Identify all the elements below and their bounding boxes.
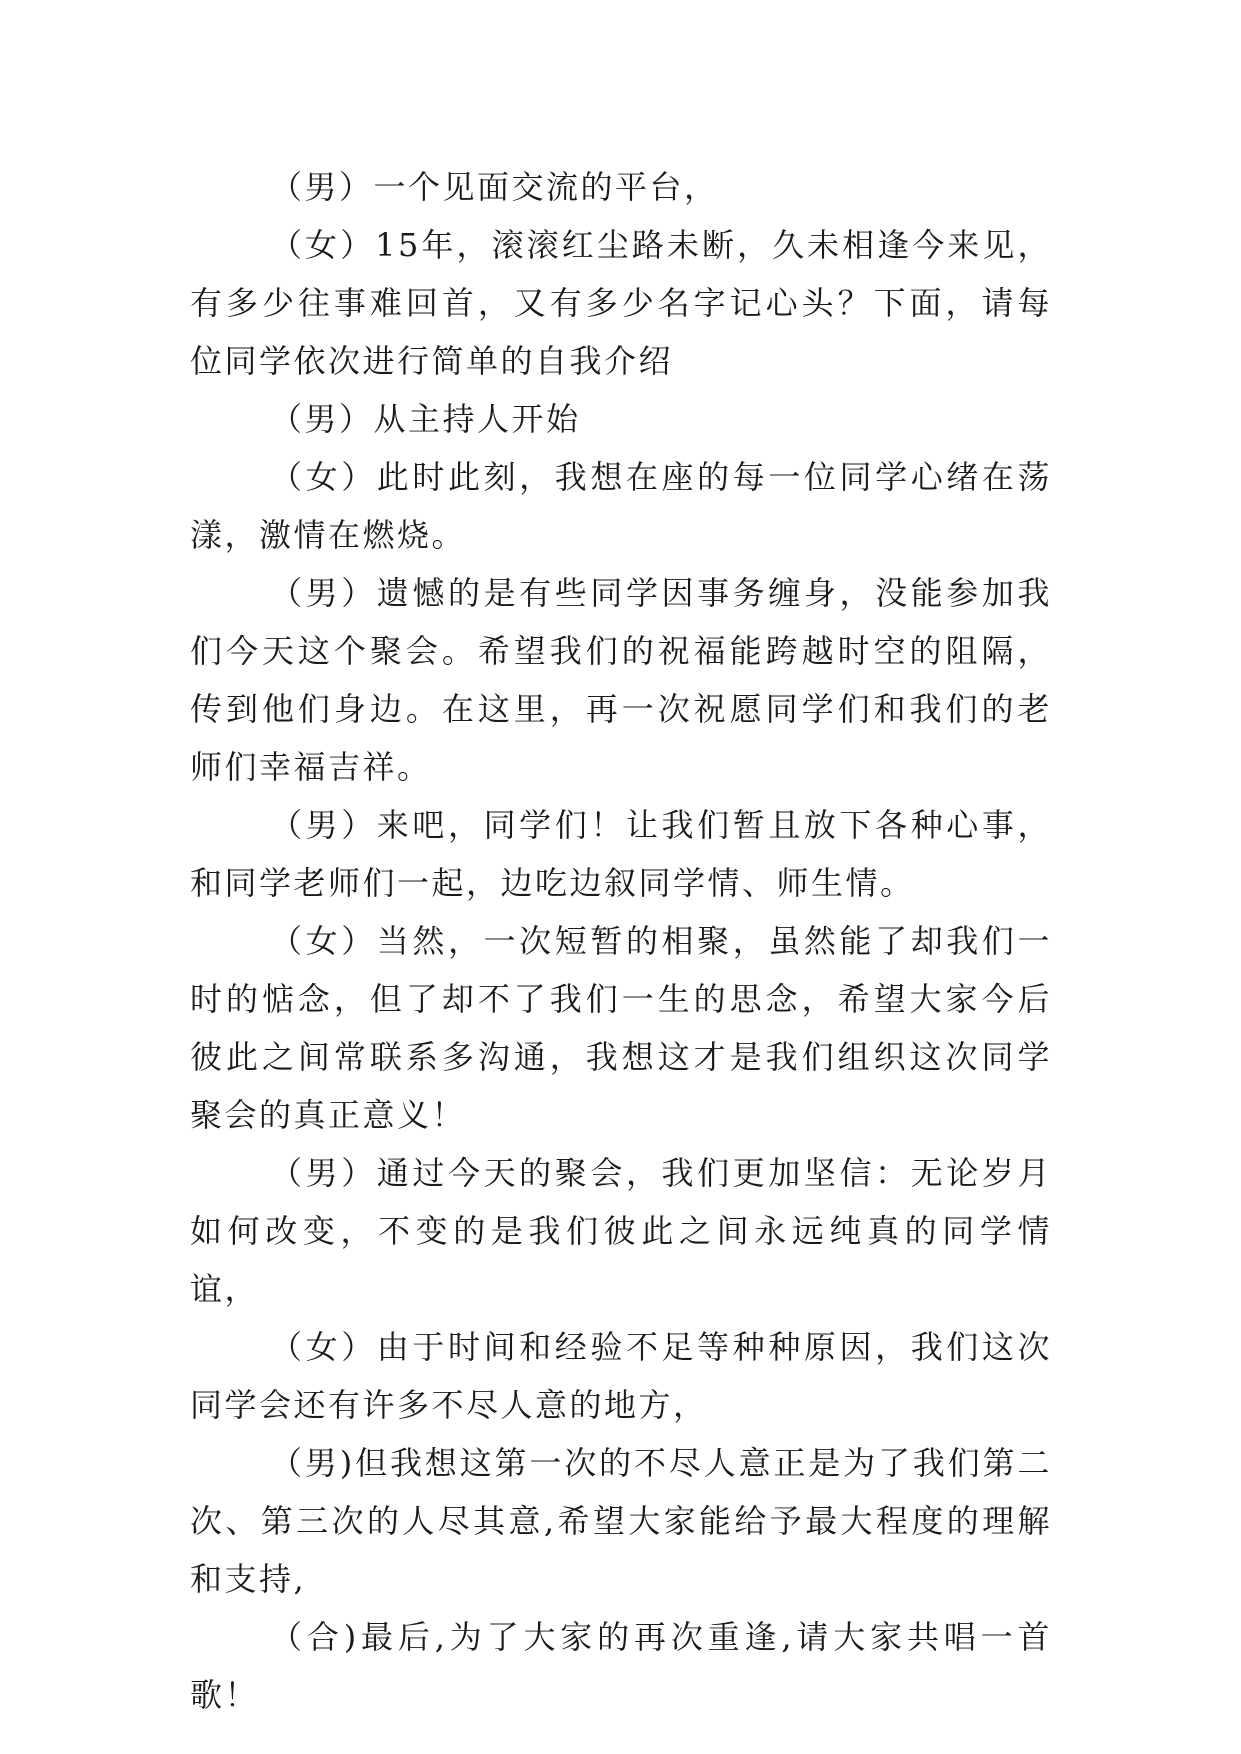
paragraph-9: （女）由于时间和经验不足等种种原因，我们这次同学会还有许多不尽人意的地方，	[190, 1328, 1052, 1424]
paragraph-7: （女）当然，一次短暂的相聚，虽然能了却我们一时的惦念，但了却不了我们一生的思念，希望大家今后彼此之间常联系多沟通，我想这才是我们组织这次同学聚会的真正意义！	[190, 922, 1052, 1134]
paragraph-11: （合)最后,为了大家的再次重逢,请大家共唱一首歌！	[190, 1618, 1052, 1714]
paragraph-2: （女）15年，滚滚红尘路未断，久未相逢今来见，有多少往事难回首，又有多少名字记心头？下面，请每位同学依次进行简单的自我介绍	[190, 226, 1052, 380]
paragraph-3: （男）从主持人开始	[270, 400, 581, 438]
paragraph-5: （男）遗憾的是有些同学因事务缠身，没能参加我们今天这个聚会。希望我们的祝福能跨越时空的阻隔，传到他们身边。在这里，再一次祝愿同学们和我们的老师们幸福吉祥。	[190, 574, 1052, 786]
paragraph-1: （男）一个见面交流的平台，	[270, 168, 719, 206]
paragraph-4: （女）此时此刻，我想在座的每一位同学心绪在荡漾，激情在燃烧。	[190, 458, 1052, 554]
document-body	[190, 158, 1052, 1724]
paragraph-6: （男）来吧，同学们！让我们暂且放下各种心事，和同学老师们一起，边吃边叙同学情、师生情。	[190, 806, 1052, 902]
paragraph-8: （男）通过今天的聚会，我们更加坚信：无论岁月如何改变，不变的是我们彼此之间永远纯真的同学情谊，	[190, 1154, 1052, 1308]
paragraph-10: （男)但我想这第一次的不尽人意正是为了我们第二次、第三次的人尽其意,希望大家能给予最大程度的理解和支持,	[190, 1444, 1052, 1598]
